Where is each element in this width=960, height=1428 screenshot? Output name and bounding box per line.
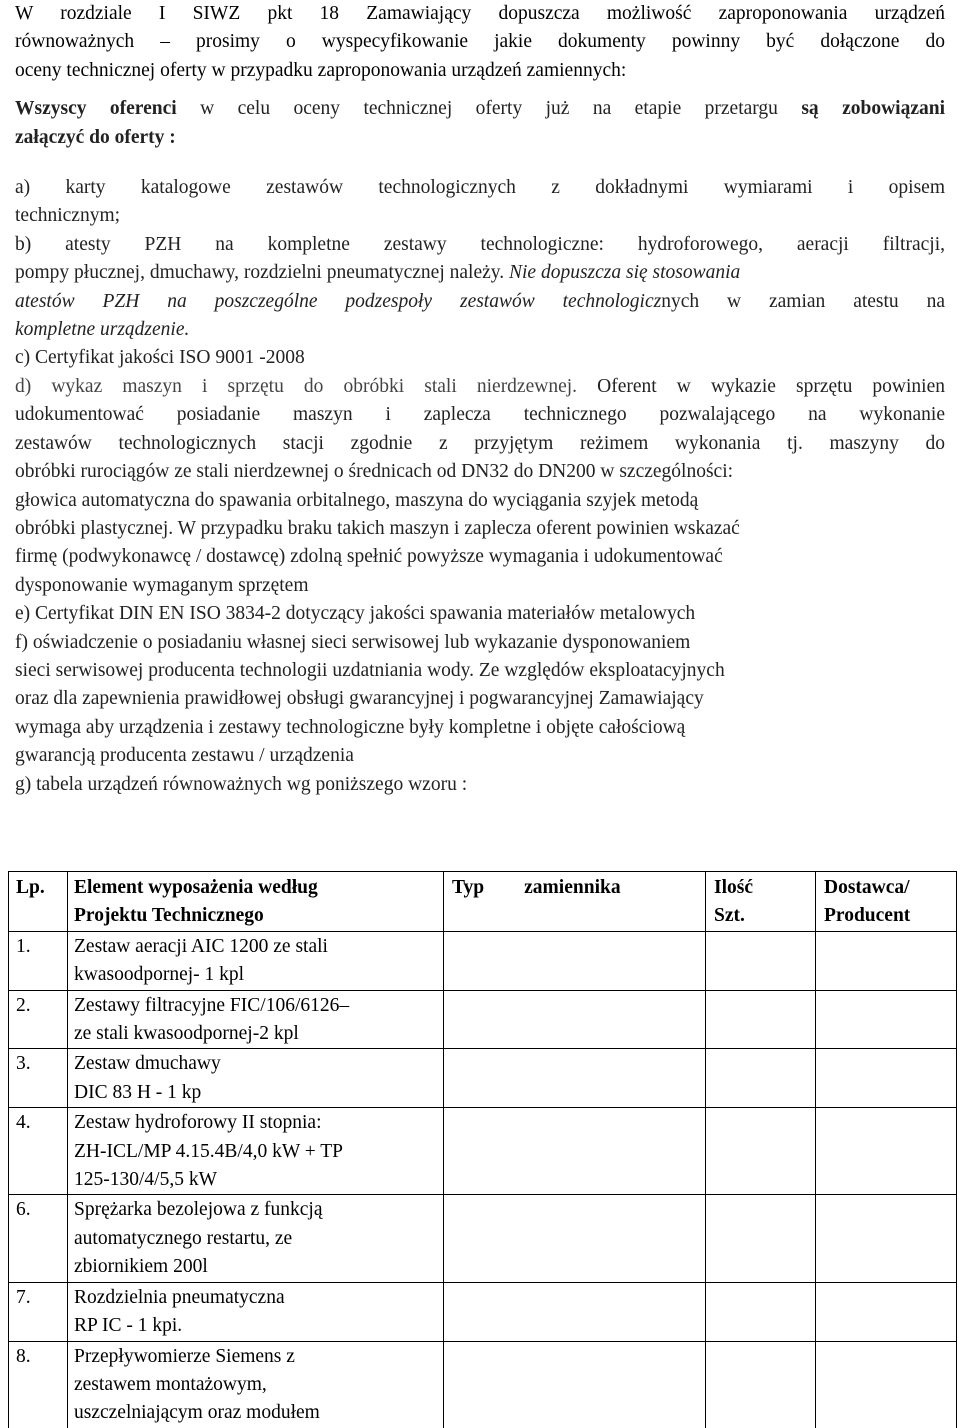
cell-lp: 6. [9, 1195, 68, 1282]
item-d-text: Oferent w wykazie sprzętu powinien [597, 375, 945, 397]
cell-element-line: 125-130/4/5,5 kW [74, 1169, 217, 1191]
header-element [68, 872, 444, 932]
table-row [9, 1049, 957, 1108]
cell-typ[interactable] [444, 1282, 706, 1341]
header-ilosc-label: Szt. [714, 905, 745, 927]
cell-lp: 8. [9, 1341, 68, 1428]
item-d-line: zestawów technologicznych stacji zgodnie z przyjętym reżimem wykonania tj. maszyny do [15, 432, 945, 454]
cell-element-line: automatycznego restartu, ze [74, 1227, 293, 1249]
table-row [9, 1195, 957, 1282]
cell-element [68, 1341, 444, 1428]
cell-element-line: Sprężarka bezolejowa z funkcją [74, 1199, 323, 1221]
cell-ilosc[interactable] [706, 1195, 816, 1282]
obligation-line: załączyć do oferty : [15, 126, 176, 148]
item-d-line: firmę (podwykonawcę / dostawcę) zdolną spełnić powyższe wymagania i udokumentować [15, 546, 723, 568]
obligation-line [15, 95, 945, 123]
cell-element-line: RP IC - 1 kpi. [74, 1315, 183, 1337]
item-d-gray-text: d) wykaz maszyn i sprzętu do obróbki stali nierdzewnej. [15, 375, 598, 397]
cell-lp: 1. [9, 931, 68, 990]
obligation-text: w celu oceny technicznej oferty już na etapie przetargu [176, 98, 802, 120]
item-d-line: głowica automatyczna do spawania orbitalnego, maszyna do wyciągania szyjek metodą [15, 489, 699, 511]
cell-element-line: uszczelniającym oraz modułem [74, 1402, 320, 1424]
item-e-line: e) Certyfikat DIN EN ISO 3834-2 dotyczący jakości spawania materiałów metalowych [15, 603, 696, 625]
item-f-line: f) oświadczenie o posiadaniu własnej sieci serwisowej lub wykazanie dysponowaniem [15, 631, 691, 653]
intro-line: równoważnych – prosimy o wyspecyfikowanie jakie dokumenty powinny być dołączone do [15, 31, 945, 53]
cell-ilosc[interactable] [706, 990, 816, 1049]
cell-typ[interactable] [444, 931, 706, 990]
cell-typ[interactable] [444, 1108, 706, 1195]
cell-typ[interactable] [444, 1195, 706, 1282]
item-d-line: obróbki rurociągów ze stali nierdzewnej o średnicach od DN32 do DN200 w szczególności: [15, 461, 734, 483]
cell-ilosc[interactable] [706, 1341, 816, 1428]
header-ilosc-label: Ilość [714, 877, 753, 898]
item-b-line: b) atesty PZH na kompletne zestawy technologiczne: hydroforowego, aeracji filtracji, [15, 233, 945, 255]
cell-dostawca[interactable] [816, 990, 957, 1049]
item-f-line: gwarancją producenta zestawu / urządzenia [15, 745, 354, 767]
item-c-line: c) Certyfikat jakości ISO 9001 -2008 [15, 347, 305, 369]
cell-ilosc[interactable] [706, 1049, 816, 1108]
table-row [9, 1282, 957, 1341]
header-dostawca-label: Dostawca/ [824, 877, 910, 898]
header-lp-label: Lp. [16, 877, 45, 898]
cell-typ[interactable] [444, 1341, 706, 1428]
header-dostawca [816, 872, 957, 932]
item-a-line: a) karty katalogowe zestawów technologicznych z dokładnymi wymiarami i opisem [15, 177, 945, 199]
header-dostawca-label: Producent [824, 905, 911, 927]
table-row [9, 1341, 957, 1428]
equivalent-devices-table [8, 871, 957, 1428]
cell-element [68, 931, 444, 990]
cell-element-line: Zestaw dmuchawy [74, 1053, 221, 1075]
header-typ-label: Typ [452, 877, 485, 898]
intro-line: W rozdziale I SIWZ pkt 18 Zamawiający dopuszcza możliwość zaproponowania urządzeń [15, 3, 945, 24]
item-f-line: wymaga aby urządzenia i zestawy technologiczne były kompletne i objęte całościową [15, 716, 686, 738]
cell-element-line: Zestaw aeracji AIC 1200 ze stali [74, 935, 328, 957]
cell-element-line: Zestawy filtracyjne FIC/106/6126– [74, 994, 350, 1016]
cell-element-line: DIC 83 H - 1 kp [74, 1081, 202, 1103]
item-d-line: udokumentować posiadanie maszyn i zaplecza technicznego pozwalającego na wykonanie [15, 404, 945, 426]
header-lp [9, 872, 68, 932]
cell-dostawca[interactable] [816, 1282, 957, 1341]
cell-lp: 3. [9, 1049, 68, 1108]
item-b-text: pompy płucznej, dmuchawy, rozdzielni pneumatycznej należy. [15, 262, 509, 284]
table-row [9, 931, 957, 990]
cell-typ[interactable] [444, 1049, 706, 1108]
cell-element [68, 1049, 444, 1108]
obligation-bold: Wszyscy oferenci [15, 98, 177, 120]
intro-line: oceny technicznej oferty w przypadku zaproponowania urządzeń zamiennych: [15, 59, 627, 81]
item-b-italic: Nie dopuszcza się stosowania [509, 262, 741, 284]
cell-lp: 4. [9, 1108, 68, 1195]
cell-dostawca[interactable] [816, 931, 957, 990]
item-g-line: g) tabela urządzeń równoważnych wg poniższego wzoru : [15, 773, 468, 795]
cell-element [68, 1195, 444, 1282]
intro-paragraph [15, 0, 945, 85]
cell-typ[interactable] [444, 990, 706, 1049]
item-f-line: oraz dla zapewnienia prawidłowej obsługi gwarancyjnej i pogwarancyjnej Zamawiający [15, 688, 704, 710]
header-element-label: Element wyposażenia według [74, 877, 318, 898]
cell-element-line: Rozdzielnia pneumatyczna [74, 1286, 285, 1308]
obligation-paragraph [15, 95, 945, 152]
item-d-line [15, 373, 945, 401]
cell-dostawca[interactable] [816, 1049, 957, 1108]
cell-ilosc[interactable] [706, 1108, 816, 1195]
item-f-line: sieci serwisowej producenta technologii uzdatniania wody. Ze względów eksploatacyjnych [15, 659, 725, 681]
cell-element [68, 990, 444, 1049]
table-header-row [9, 872, 957, 932]
cell-element [68, 1108, 444, 1195]
document-body [15, 0, 945, 799]
cell-lp: 7. [9, 1282, 68, 1341]
obligation-bold: są zobowiązani [801, 98, 945, 120]
item-d-line: dysponowanie wymaganym sprzętem [15, 574, 309, 596]
cell-ilosc[interactable] [706, 931, 816, 990]
header-typ-label: zamiennika [524, 877, 621, 898]
table-row [9, 990, 957, 1049]
cell-element-line: Zestaw hydroforowy II stopnia: [74, 1112, 322, 1134]
cell-element-line: Przepływomierze Siemens z [74, 1345, 295, 1367]
item-b-line: kompletne urządzenie. [15, 319, 190, 341]
header-typ [444, 872, 706, 932]
cell-ilosc[interactable] [706, 1282, 816, 1341]
table-body [9, 931, 957, 1427]
cell-dostawca[interactable] [816, 1195, 957, 1282]
item-b-line [15, 288, 945, 316]
cell-element-line: zbiornikiem 200l [74, 1256, 208, 1278]
item-b-text: nych w zamian atestu na [661, 290, 945, 312]
item-a-line: technicznym; [15, 205, 121, 227]
header-ilosc [706, 872, 816, 932]
item-d-line: obróbki plastycznej. W przypadku braku takich maszyn i zaplecza oferent powinien wskazać [15, 517, 740, 539]
table-row [9, 1108, 957, 1195]
cell-element-line: ze stali kwasoodpornej-2 kpl [74, 1023, 299, 1045]
cell-dostawca[interactable] [816, 1341, 957, 1428]
cell-element-line: ZH-ICL/MP 4.15.4B/4,0 kW + TP [74, 1140, 344, 1162]
cell-element [68, 1282, 444, 1341]
cell-lp: 2. [9, 990, 68, 1049]
cell-dostawca[interactable] [816, 1108, 957, 1195]
requirements-list [15, 174, 945, 799]
header-element-label: Projektu Technicznego [74, 905, 264, 927]
item-b-line [15, 259, 945, 287]
cell-element-line: zestawem montażowym, [74, 1373, 267, 1395]
item-b-italic: atestów PZH na poszczególne podzespoły zestawów technologicz [15, 290, 662, 312]
cell-element-line: kwasoodpornej- 1 kpl [74, 964, 245, 986]
